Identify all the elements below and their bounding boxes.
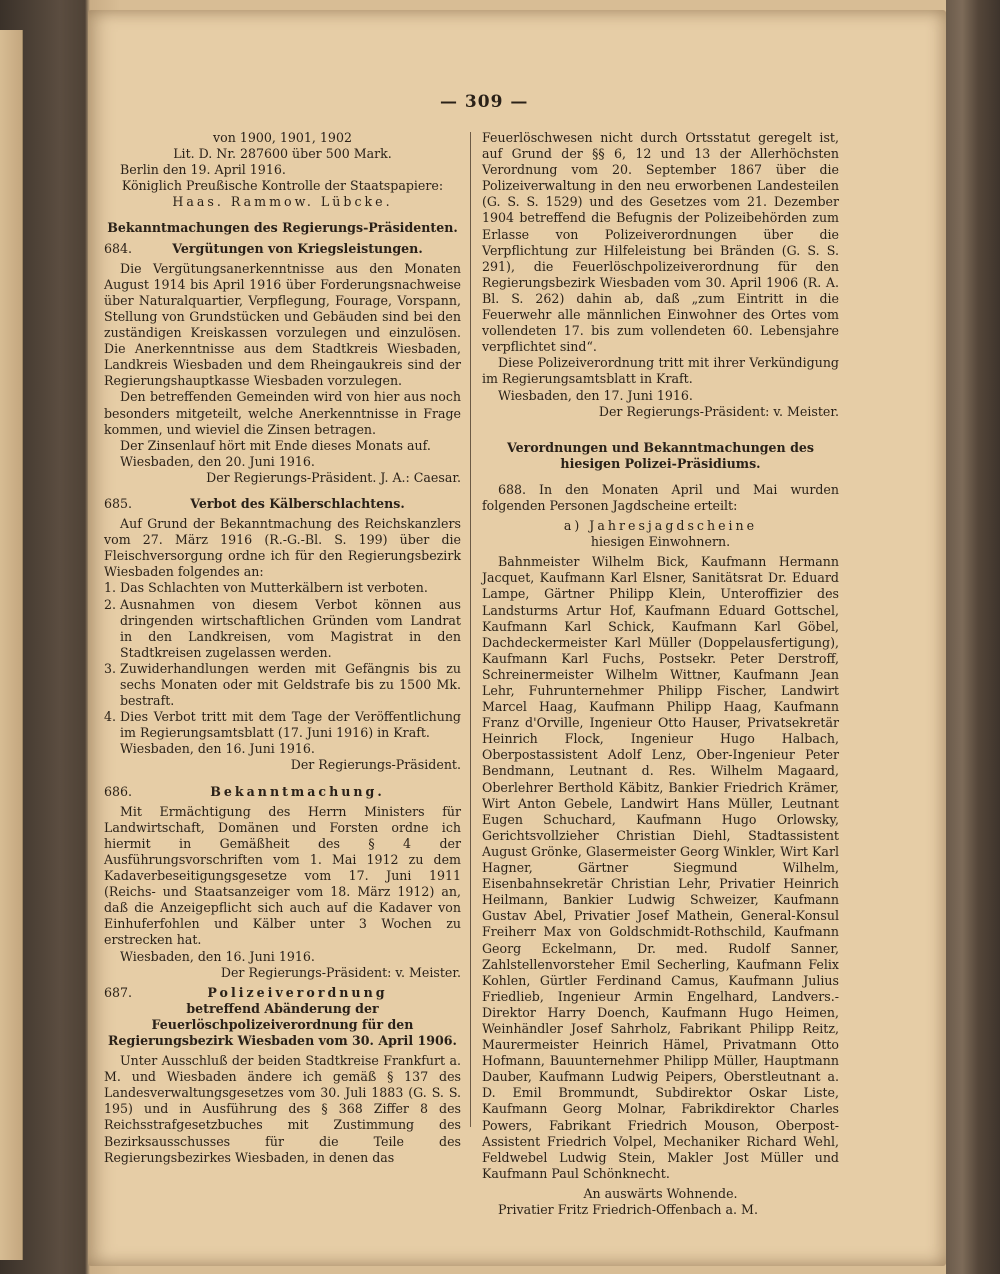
subsection-label: a) Jahresjagdscheine <box>563 518 758 534</box>
notice-685-header <box>104 496 461 512</box>
column-divider <box>470 132 471 1127</box>
notice-title: Verbot des Kälberschlachtens. <box>190 495 405 511</box>
notice-signature: Der Regierungs-Präsident. <box>290 757 461 773</box>
previous-page-edge <box>0 30 23 1260</box>
notice-signature: Der Regierungs-Präsident. J. A.: Caesar. <box>206 469 461 485</box>
section-heading: Bekanntmachungen des Regierungs-Präsidenten. <box>107 220 458 236</box>
notice-title: Polizeiverordnung <box>207 984 388 1000</box>
book-spine <box>946 0 1000 1274</box>
effect-clause: Diese Polizeiverordnung tritt mit ihrer Verkündigung im Regierungsamtsblatt in Kraft. <box>482 355 839 387</box>
list-item: 3. Zuwiderhandlungen werden mit Gefängnis bis zu sechs Monaten oder mit Geldstrafe bis zu 1500 Mk. bestraft. <box>104 660 461 709</box>
notice-body: Den betreffenden Gemeinden wird von hier aus noch besonders mitgeteilt, welche Anerkenntnisse in Frage kommen, und wieviel die Zinsen betragen. <box>104 389 461 437</box>
subsection-label: An auswärts Wohnende. <box>583 1185 738 1201</box>
notice-body: Mit Ermächtigung des Herrn Ministers für Landwirtschaft, Domänen und Forsten ordne ich hiermit in Gemäßheit des § 4 der Ausführungsvorschriften vom 1. Mai 1912 zu dem Kadaverbeseitigungsgesetze vom 17. Juni 1911 (Reichs- und Staatsanzeiger vom 18. März 1912) an, daß die Anzeigepflicht sich auch auf die Kadaver von Einhuferfohlen und Kälber unter 3 Wochen zu erstrecken hat. <box>104 803 461 948</box>
notice-687-header <box>104 985 461 1001</box>
right-column <box>482 130 839 1218</box>
page-number: — 309 — <box>440 92 529 112</box>
office-name: Königlich Preußische Kontrolle der Staatspapiere: <box>121 178 444 194</box>
subsection-sublabel: hiesigen Einwohnern. <box>590 534 731 550</box>
notice-body: Der Zinsenlauf hört mit Ende dieses Monats auf. <box>120 437 431 453</box>
notice-title: Vergütungen von Kriegsleistungen. <box>172 240 423 256</box>
notice-688-intro: 688. In den Monaten April und Mai wurden folgenden Personen Jagdscheine erteilt: <box>482 481 839 513</box>
notice-686-header <box>104 784 461 800</box>
notice-number: 684. <box>104 240 133 256</box>
ordinance-list <box>104 580 461 741</box>
notice-signature: Der Regierungs-Präsident: v. Meister. <box>598 403 839 419</box>
list-item: 4. Dies Verbot tritt mit dem Tage der Veröffentlichung im Regierungsamtsblatt (17. Juni 1916) in Kraft. <box>104 709 461 741</box>
notice-body: Auf Grund der Bekanntmachung des Reichskanzlers vom 27. März 1916 (R.-G.-Bl. S. 199) über die Fleischversorgung ordne ich für den Regierungsbezirk Wiesbaden folgendes an: <box>104 516 461 580</box>
license-holder-list: Bahnmeister Wilhelm Bick, Kaufmann Hermann Jacquet, Kaufmann Karl Elsner, Sanitätsrat Dr. Eduard Lampe, Gärtner Philipp Klein, Unteroffizier des Landsturms Artur Hof, Kaufmann Eduard Gottschel, Kaufmann Karl Schick, Kaufmann Karl Göbel, Dachdeckermeister Karl Müller (Doppelausfertigung), Kaufmann Karl Fuchs, Postsekr. Peter Derstroff, Schreinermeister Wilhelm Wittner, Kaufmann Jean Lehr, Fuhrunternehmer Philipp Fischer, Landwirt Marcel Haag, Kaufmann Philipp Haag, Kaufmann Franz d'Orville, Ingenieur Otto Hauser, Privatsekretär Heinrich Flock, Ingenieur Hugo Halbach, Oberpostassistent Adolf Lenz, Ober-Ingenieur Peter Bendmann, Leutnant d. Res. Wilhelm Magaard, Oberlehrer Berthold Käbitz, Bankier Friedrich Krämer, Wirt Anton Gebele, Landwirt Hans Müller, Leutnant Eugen Schuchard, Kaufmann Hugo Orlowsky, Gerichtsvollzieher Christian Diehl, Stadtassistent August Grönke, Glasermeister Georg Winkler, Wirt Karl Hagner, Gärtner Siegmund Wilhelm, Eisenbahnsekretär Christian Lehr, Privatier Heinrich Heilmann, Bankier Ludwig Schweizer, Kaufmann Gustav Abel, Privatier Josef Mathein, General-Konsul Freiherr Max von Goldschmidt-Rothschild, Kaufmann Georg Eckelmann, Dr. med. Rudolf Sanner, Zahlstellenvorsteher Emil Secherling, Kaufmann Felix Kohlen, Gürtler Ferdinand Camus, Kaufmann Julius Friedlieb, Ingenieur Armin Engelhard, Landvers.-Direktor Harry Doench, Kaufmann Hugo Heimen, Weinhändler Josef Sahrholz, Fabrikant Philipp Reitz, Maurermeister Heinrich Hämel, Privatmann Otto Hofmann, Bauunternehmer Philipp Müller, Hauptmann Dauber, Kaufmann Ludwig Peipers, Oberstleutnant a. D. Emil Brommundt, Subdirektor Oskar Liste, Kaufmann Georg Molnar, Fabrikdirektor Charles Powers, Fabrikant Friedrich Mouson, Oberpost-Assistent Friedrich Volpel, Mechaniker Richard Wehl, Feldwebel Ludwig Stein, Makler Jost Müller und Kaufmann Paul Schönknecht. <box>482 554 839 1181</box>
notice-title: Bekanntmachung. <box>210 783 385 799</box>
license-holder-list: Privatier Fritz Friedrich-Offenbach a. M. <box>498 1202 758 1217</box>
continuation-line: Lit. D. Nr. 287600 über 500 Mark. <box>173 146 392 162</box>
notice-body: Unter Ausschluß der beiden Stadtkreise Frankfurt a. M. und Wiesbaden ändere ich gemäß § 137 des Landesverwaltungsgesetzes vom 30. Juli 1883 (G. S. S. 195) und in Ausführung des § 368 Ziffer 8 des Reichsstrafgesetzbuches mit Zustimmung des Bezirksausschusses für die Teile des Regierungsbezirkes Wiesbaden, in denen das <box>104 1053 461 1165</box>
notice-date: Wiesbaden, den 16. Juni 1916. <box>120 741 315 757</box>
notice-date: Wiesbaden, den 17. Juni 1916. <box>498 387 693 403</box>
signatories: Haas. Rammow. Lübcke. <box>172 194 393 210</box>
notice-number: 687. <box>104 984 133 1000</box>
notice-number: 685. <box>104 495 133 511</box>
notice-body: Die Vergütungsanerkenntnisse aus den Monaten August 1914 bis April 1916 über Forderungsnachweise über Naturalquartier, Verpflegung, Fourage, Vorspann, Stellung von Grundstücken und Gebäuden sind bei den zuständigen Kreiskassen vorzulegen und einzulösen. Die Anerkenntnisse aus dem Stadtkreis Wiesbaden, Landkreis Wiesbaden und dem Rheingaukreis sind der Regierungshauptkasse Wiesbaden vorzulegen. <box>104 260 461 389</box>
continued-text: Feuerlöschwesen nicht durch Ortsstatut geregelt ist, auf Grund der §§ 6, 12 und 13 der Allerhöchsten Verordnung vom 20. September 1867 über die Polizeiverwaltung in den neu erworbenen Landesteilen (G. S. S. 1529) und des Gesetzes vom 21. Dezember 1904 betreffend die Befugnis der Polizeibehörden zum Erlasse von Polizeiverordnungen über die Verpflichtung zur Hilfeleistung bei Bränden (G. S. S. 291), die Feuerlöschpolizeiverordnung für den Regierungsbezirk Wiesbaden vom 30. April 1906 (R. A. Bl. S. 262) dahin ab, daß „zum Eintritt in die Feuerwehr alle männlichen Einwohner des Ortes vom vollendeten 17. bis zum vollendeten 60. Lebensjahre verpflichtet sind“. <box>482 130 839 355</box>
place-date: Berlin den 19. April 1916. <box>120 162 286 178</box>
list-item: 2. Ausnahmen von diesem Verbot können aus dringenden wirtschaftlichen Gründen vom Landrat in den Landkreisen, vom Magistrat in den Stadtkreisen zugelassen werden. <box>104 596 461 660</box>
notice-signature: Der Regierungs-Präsident: v. Meister. <box>220 964 461 980</box>
list-item: 1. Das Schlachten von Mutterkälbern ist verboten. <box>104 580 428 596</box>
left-column <box>104 130 461 1166</box>
notice-number: 686. <box>104 783 133 799</box>
notice-date: Wiesbaden, den 20. Juni 1916. <box>120 453 315 469</box>
section-heading: Verordnungen und Bekanntmachungen des hiesigen Polizei-Präsidiums. <box>507 439 814 471</box>
continuation-line: von 1900, 1901, 1902 <box>213 130 352 145</box>
notice-date: Wiesbaden, den 16. Juni 1916. <box>120 948 315 964</box>
notice-subtitle: betreffend Abänderung der Feuerlöschpolizeiverordnung für den Regierungsbezirk Wiesbaden vom 30. April 1906. <box>108 1000 457 1048</box>
notice-684-header <box>104 241 461 257</box>
